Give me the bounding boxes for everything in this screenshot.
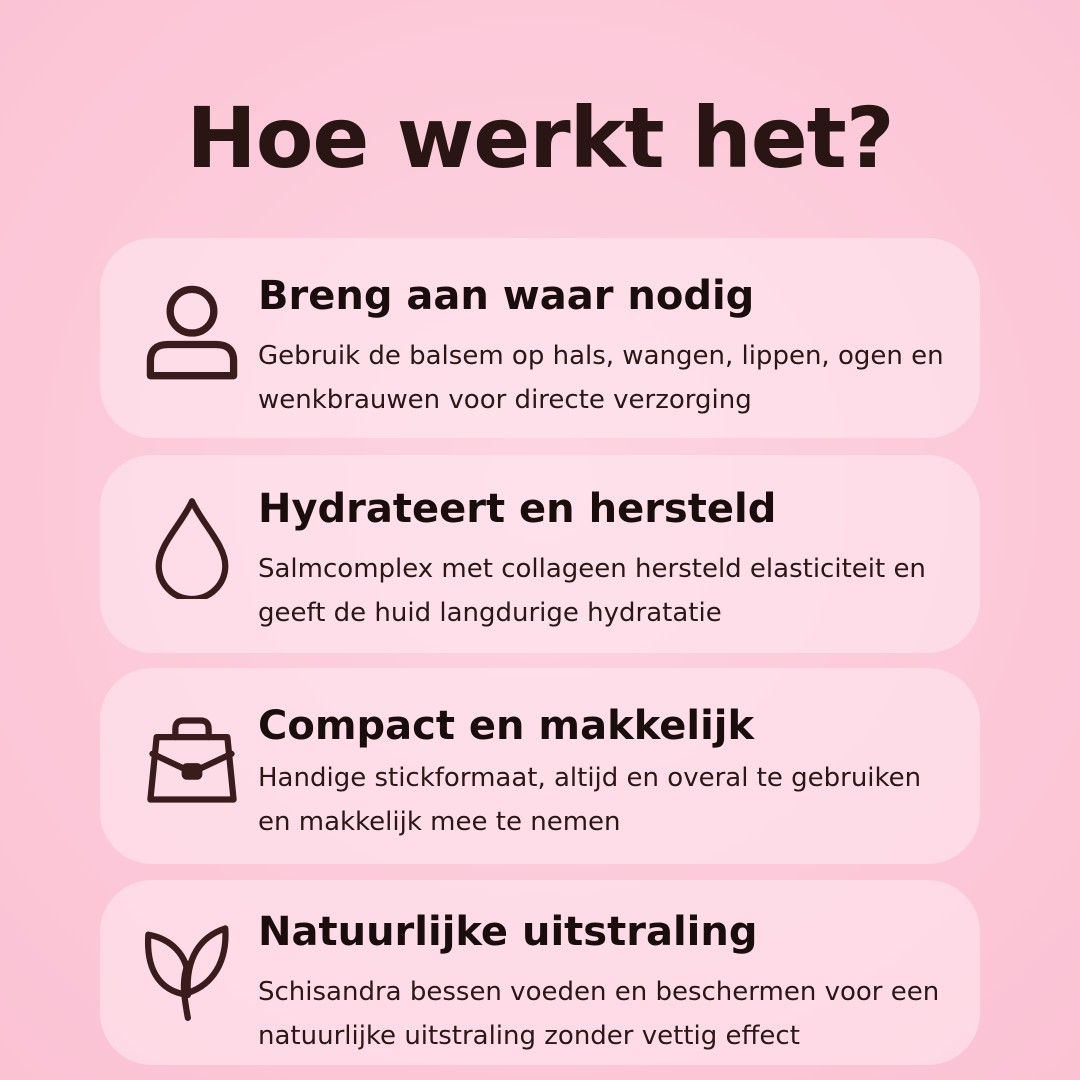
- feature-description: Salmcomplex met collageen hersteld elasticiteit en geeft de huid langdurige hydratatie: [258, 554, 926, 628]
- person-icon: [140, 280, 244, 384]
- feature-description: Handige stickformaat, altijd en overal te gebruiken en makkelijk mee te nemen: [258, 763, 922, 837]
- feature-title: Natuurlijke uitstraling: [258, 909, 758, 955]
- handbag-icon: [140, 708, 244, 812]
- feature-card-compact: [100, 668, 980, 864]
- feature-title: Hydrateert en hersteld: [258, 486, 777, 532]
- feature-title: Breng aan waar nodig: [258, 273, 755, 319]
- page-title: Hoe werkt het?: [186, 89, 894, 187]
- feature-description: Schisandra bessen voeden en beschermen voor een natuurlijke uitstraling zonder vettig effect: [258, 977, 940, 1051]
- water-drop-icon: [140, 495, 244, 599]
- feature-card-natural: [100, 880, 980, 1065]
- feature-card-apply: [100, 238, 980, 438]
- leaf-icon: [140, 918, 244, 1022]
- feature-card-hydrate: [100, 455, 980, 653]
- feature-description: Gebruik de balsem op hals, wangen, lippen, ogen en wenkbrauwen voor directe verzorging: [258, 341, 944, 415]
- feature-title: Compact en makkelijk: [258, 703, 755, 749]
